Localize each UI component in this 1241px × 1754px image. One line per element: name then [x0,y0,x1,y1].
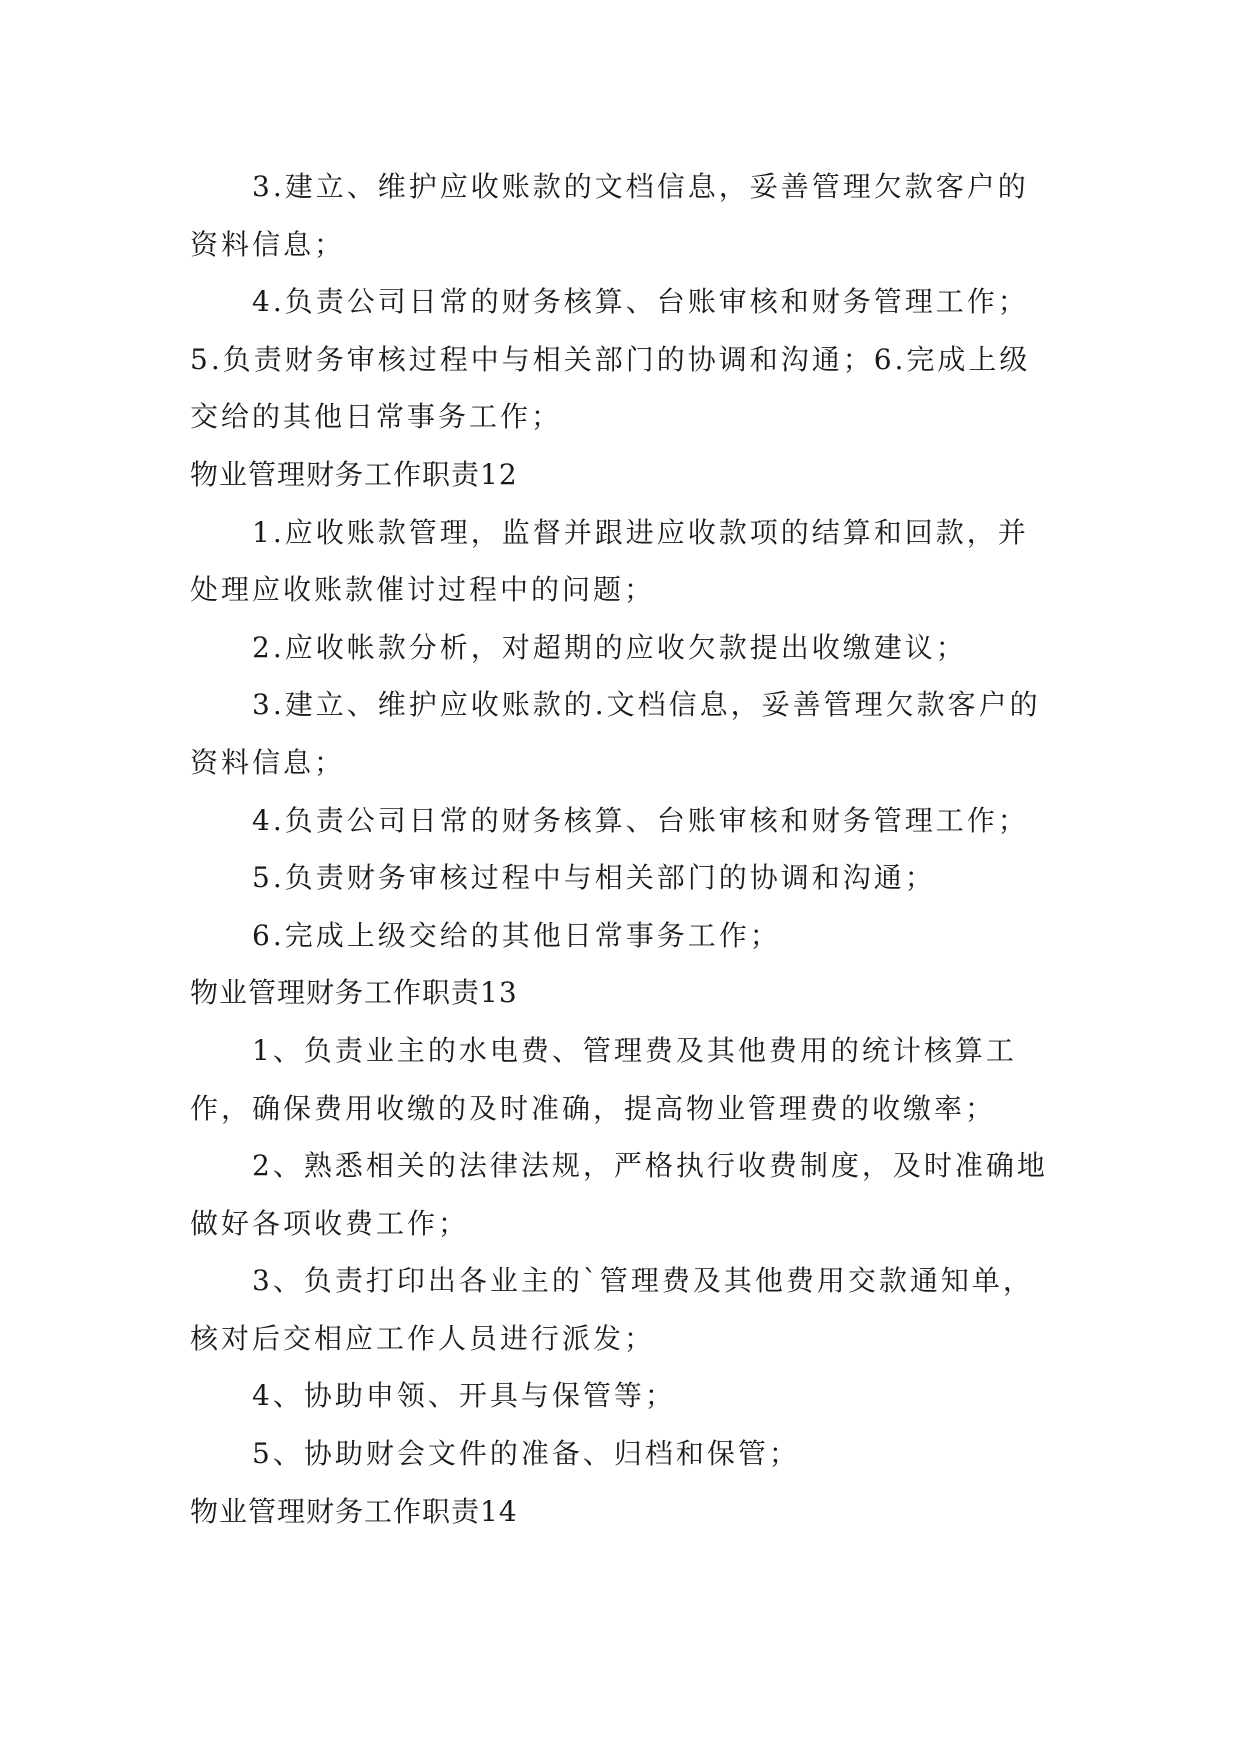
paragraph: 5、协助财会文件的准备、归档和保管； [252,1437,800,1471]
paragraph: 3.建立、维护应收账款的.文档信息，妥善管理欠款客户的资料信息； [190,688,1041,779]
paragraph: 1、负责业主的水电费、管理费及其他费用的统计核算工作，确保费用收缴的及时准确，提高物业管理费的收缴率； [190,1033,1017,1125]
paragraph: 3.建立、维护应收账款的文档信息，妥善管理欠款客户的资料信息； [190,170,1029,261]
paragraph: 3、负责打印出各业主的`管理费及其他费用交款通知单，核对后交相应工作人员进行派发； [190,1264,1034,1355]
paragraph: 1.应收账款管理，监督并跟进应收款项的结算和回款，并处理应收账款催讨过程中的问题； [190,515,1029,607]
section-heading: 物业管理财务工作职责12 [190,457,518,491]
paragraph: 5.负责财务审核过程中与相关部门的协调和沟通； [252,861,936,895]
document-body [190,158,1050,1540]
section-heading: 物业管理财务工作职责13 [190,976,518,1010]
paragraph: 4.负责公司日常的财务核算、台账审核和财务管理工作； [252,803,1029,837]
paragraph: 2、熟悉相关的法律法规，严格执行收费制度，及时准确地做好各项收费工作； [190,1149,1048,1240]
paragraph: 6.完成上级交给的其他日常事务工作； [252,918,781,952]
section-heading: 物业管理财务工作职责14 [190,1494,518,1528]
paragraph: 2.应收帐款分析，对超期的应收欠款提出收缴建议； [252,630,967,664]
paragraph: 4.负责公司日常的财务核算、台账审核和财务管理工作；5.负责财务审核过程中与相关部门的协调和沟通；6.完成上级交给的其他日常事务工作； [190,285,1031,434]
paragraph: 4、协助申领、开具与保管等； [252,1379,676,1413]
